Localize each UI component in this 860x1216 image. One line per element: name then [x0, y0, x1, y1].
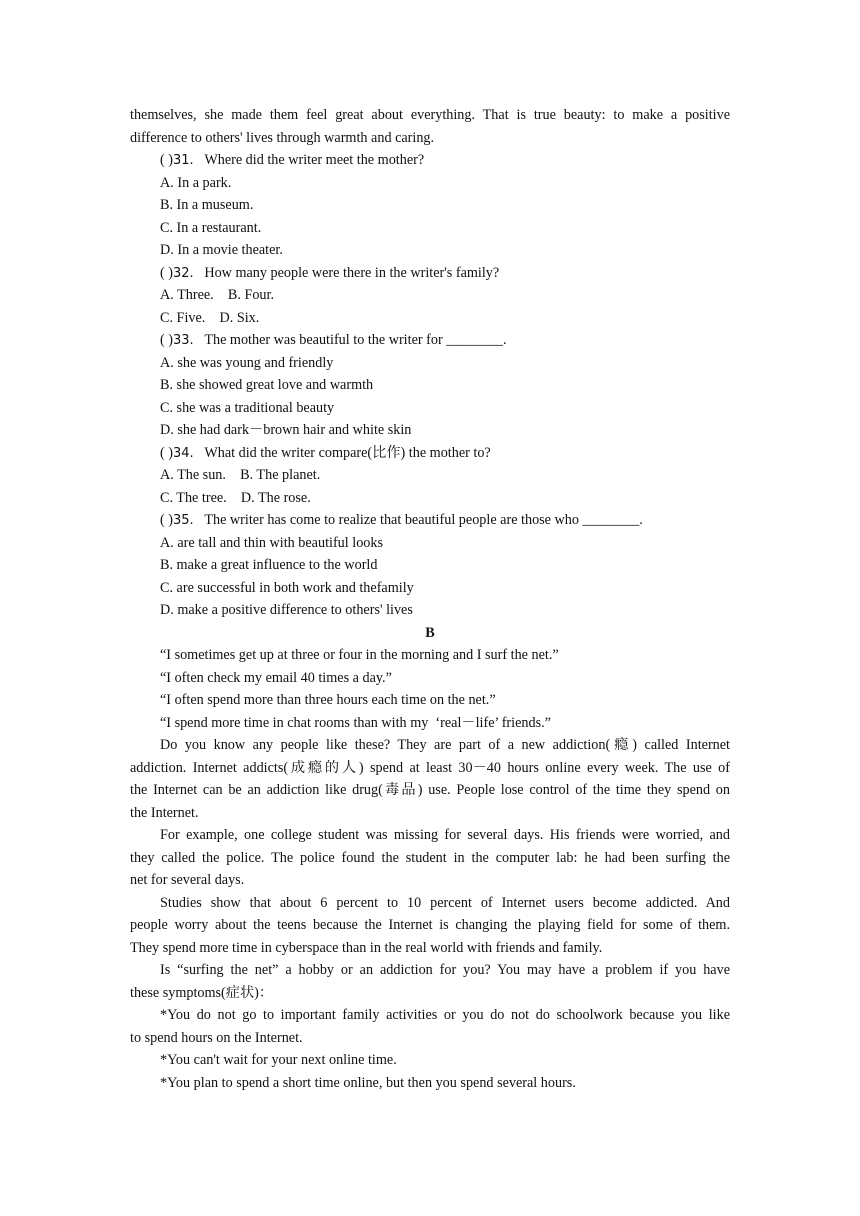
question-text: How many people were there in the writer's family? [204, 264, 500, 281]
paragraph-line: these symptoms(症状)： [130, 984, 274, 1001]
answer-blank: ( ) [160, 332, 173, 348]
question-number: 35. [173, 513, 194, 528]
quote-line: “I often spend more than three hours each time on the net.” [160, 692, 496, 708]
question-text: The writer has come to realize that beautiful people are those who ________. [204, 512, 643, 528]
option: C. The tree. D. The rose. [160, 489, 311, 506]
option: B. make a great influence to the world [160, 557, 378, 573]
passage-text-line: themselves, she made them feel great about everything. That is true beauty: to make a positive [130, 107, 730, 123]
paragraph-line: addiction. Internet addicts(成瘾的人) spend at least 30－40 hours online every week. The use of [130, 759, 730, 776]
answer-blank: ( ) [160, 512, 173, 528]
option: A. The sun. B. The planet. [160, 467, 321, 483]
question-number: 31. [173, 153, 194, 168]
option: C. are successful in both work and thefamily [160, 579, 414, 596]
question-number: 34. [173, 445, 194, 461]
option: A. are tall and thin with beautiful looks [160, 534, 384, 551]
passage-text-line: difference to others' lives through warmth and caring. [130, 129, 435, 146]
question-number: 33. [173, 333, 194, 348]
option: D. she had dark－brown hair and white skin [160, 422, 412, 438]
question-text: The mother was beautiful to the writer for ________. [204, 332, 507, 348]
question-34 [130, 442, 730, 465]
paragraph-line: For example, one college student was missing for several days. His friends were worried, and [160, 827, 730, 843]
answer-blank: ( ) [160, 152, 173, 168]
symptom-line: *You can't wait for your next online time. [160, 1052, 397, 1068]
question-33 [130, 329, 730, 352]
option: B. she showed great love and warmth [160, 377, 374, 393]
document-page [130, 104, 730, 1094]
paragraph-line: the Internet. [130, 804, 199, 821]
question-number: 32. [173, 265, 194, 281]
paragraph-line: the Internet can be an addiction like drug(毒品) use. People lose control of the time they spend on [130, 782, 730, 798]
symptom-line: *You plan to spend a short time online, but then you spend several hours. [160, 1074, 576, 1091]
paragraph-line: net for several days. [130, 872, 245, 888]
option: D. In a movie theater. [160, 242, 283, 258]
option: A. Three. B. Four. [160, 287, 275, 303]
paragraph-line: people worry about the teens because the Internet is changing the playing field for some of them. [130, 917, 730, 933]
option: C. In a restaurant. [160, 219, 262, 236]
question-31 [130, 149, 730, 172]
paragraph-line: Studies show that about 6 percent to 10 percent of Internet users become addicted. And [160, 894, 730, 911]
paragraph-line: They spend more time in cyberspace than in the real world with friends and family. [130, 939, 603, 956]
option: D. make a positive difference to others' lives [160, 602, 413, 618]
symptom-line: *You do not go to important family activities or you do not do schoolwork because you like [160, 1007, 730, 1023]
quote-line: “I often check my email 40 times a day.” [160, 669, 392, 686]
option: C. Five. D. Six. [160, 309, 260, 326]
question-35 [130, 509, 730, 532]
symptom-line: to spend hours on the Internet. [130, 1029, 303, 1046]
answer-blank: ( ) [160, 264, 173, 281]
paragraph-line: Do you know any people like these? They are part of a new addiction(瘾) called Internet [160, 737, 730, 753]
option: A. she was young and friendly [160, 354, 334, 371]
option: C. she was a traditional beauty [160, 399, 335, 416]
quote-line: “I spend more time in chat rooms than with my ‘real－life’ friends.” [160, 714, 551, 731]
question-text: Where did the writer meet the mother? [204, 152, 425, 168]
question-32 [130, 262, 730, 285]
paragraph-line: Is “surfing the net” a hobby or an addiction for you? You may have a problem if you have [160, 962, 730, 978]
quote-line: “I sometimes get up at three or four in the morning and I surf the net.” [160, 647, 559, 663]
question-text: What did the writer compare(比作) the mother to? [204, 444, 491, 461]
paragraph-line: they called the police. The police found the student in the computer lab: he had been surfing the [130, 849, 730, 866]
section-heading: B [425, 624, 435, 641]
option: A. In a park. [160, 174, 232, 191]
option: B. In a museum. [160, 197, 254, 213]
answer-blank: ( ) [160, 444, 173, 461]
